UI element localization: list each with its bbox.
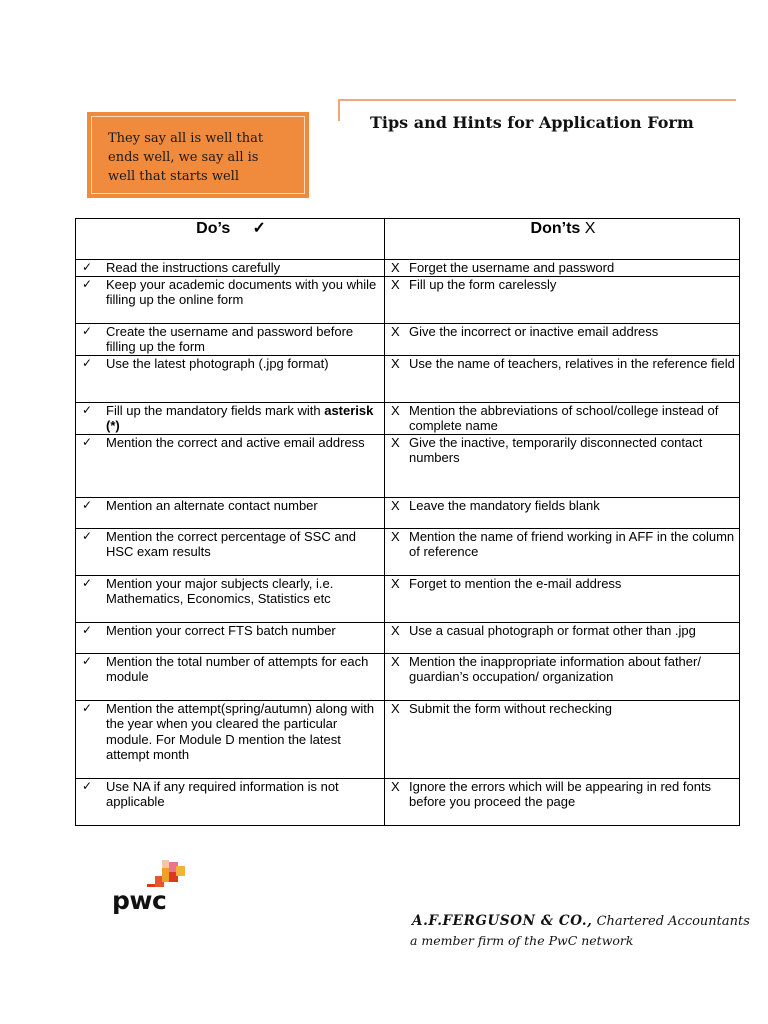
check-icon: ✓ [82, 575, 93, 590]
do-text [106, 529, 380, 560]
dont-cell [385, 575, 740, 622]
do-cell [76, 497, 385, 528]
x-icon: X [391, 528, 400, 544]
dont-text: Fill up the form carelessly [409, 276, 557, 292]
x-icon: X [584, 220, 596, 237]
dont-cell [385, 700, 740, 778]
x-icon: X [391, 778, 400, 794]
check-icon: ✓ [82, 402, 93, 417]
table-row [76, 575, 740, 622]
do-text-main: Mention the correct and active email address [106, 434, 365, 450]
check-icon: ✓ [82, 778, 93, 793]
quote-line: ends well, we say all is [108, 150, 259, 165]
x-icon: X [391, 497, 400, 513]
dont-text: Submit the form without rechecking [409, 700, 613, 716]
header-rule [338, 99, 736, 101]
dont-cell [385, 434, 740, 497]
dont-text: Give the inactive, temporarily disconnected contact numbers [409, 434, 703, 465]
header-rule-vertical [338, 99, 340, 121]
firm-subtitle: a member firm of the PwC network [410, 933, 634, 948]
do-cell [76, 355, 385, 402]
do-cell [76, 528, 385, 575]
do-cell [76, 323, 385, 355]
do-text [106, 277, 380, 308]
dont-text: Forget the username and password [409, 260, 615, 275]
do-text [106, 260, 280, 276]
dont-cell [385, 653, 740, 700]
table-row [76, 323, 740, 355]
table-row [76, 276, 740, 323]
check-icon: ✓ [82, 497, 93, 512]
check-icon: ✓ [82, 622, 93, 637]
do-cell [76, 276, 385, 323]
do-text-bold: asterisk (*) [106, 402, 374, 433]
check-icon: ✓ [82, 355, 93, 370]
x-icon: X [391, 575, 400, 591]
dos-header-label: Do’s [196, 220, 231, 237]
firm-name: A.F.FERGUSON & CO., [412, 913, 593, 929]
x-icon: X [391, 653, 400, 669]
dont-text: Mention the inappropriate information about father/ guardian’s occupation/ organization [409, 653, 701, 684]
do-text [106, 654, 380, 685]
do-cell [76, 402, 385, 434]
do-cell [76, 700, 385, 778]
do-text-main: Create the username and password before filling up the form [106, 323, 354, 354]
do-cell [76, 260, 385, 277]
quote-inner-border [91, 116, 305, 194]
table-header-row [76, 219, 740, 260]
do-text [106, 576, 380, 607]
x-icon: X [391, 323, 400, 339]
do-text-main: Keep your academic documents with you while filling up the online form [106, 276, 377, 307]
dont-text: Forget to mention the e-mail address [409, 575, 622, 591]
do-cell [76, 622, 385, 653]
table-row [76, 497, 740, 528]
quote-line: well that starts well [108, 169, 239, 184]
do-text [106, 779, 380, 810]
table-row [76, 355, 740, 402]
do-text [106, 324, 380, 355]
do-text [106, 701, 380, 763]
dont-cell [385, 355, 740, 402]
do-cell [76, 575, 385, 622]
dont-text: Ignore the errors which will be appearing in red fonts before you proceed the page [409, 778, 712, 809]
donts-header-label: Don’ts [530, 220, 581, 237]
dont-text: Use a casual photograph or format other than .jpg [409, 622, 696, 638]
table-row [76, 700, 740, 778]
x-icon: X [391, 355, 400, 371]
do-text-main: Mention your major subjects clearly, i.e. Mathematics, Economics, Statistics etc [106, 575, 334, 606]
table-row [76, 622, 740, 653]
table-row [76, 653, 740, 700]
do-text [106, 498, 318, 514]
do-text-main: Read the instructions carefully [106, 260, 281, 275]
do-text-main: Use NA if any required information is not applicable [106, 778, 339, 809]
table-row [76, 778, 740, 825]
x-icon: X [391, 402, 400, 418]
dont-text: Mention the abbreviations of school/college instead of complete name [409, 402, 719, 433]
do-cell [76, 653, 385, 700]
dont-cell [385, 402, 740, 434]
do-text-main: Mention your correct FTS batch number [106, 622, 336, 638]
check-icon: ✓ [82, 700, 93, 715]
check-icon: ✓ [82, 323, 93, 338]
table-row [76, 434, 740, 497]
quote-line: They say all is well that [108, 131, 264, 146]
dont-text: Mention the name of friend working in AFF in the column of reference [409, 528, 735, 559]
quote-text [108, 129, 296, 186]
check-icon: ✓ [82, 260, 93, 274]
dont-cell [385, 276, 740, 323]
x-icon: X [391, 434, 400, 450]
x-icon: X [391, 622, 400, 638]
dont-cell [385, 497, 740, 528]
firm-title: Chartered Accountants [596, 914, 750, 929]
donts-header [385, 219, 740, 260]
firm-line [412, 913, 750, 929]
dont-cell [385, 323, 740, 355]
do-text-main: Use the latest photograph (.jpg format) [106, 355, 329, 371]
check-icon: ✓ [252, 220, 266, 237]
dont-cell [385, 260, 740, 277]
table-row [76, 528, 740, 575]
do-text [106, 403, 380, 434]
do-text [106, 623, 336, 639]
do-text-main: Mention the correct percentage of SSC and HSC exam results [106, 528, 357, 559]
page-title: Tips and Hints for Application Form [370, 113, 694, 132]
check-icon: ✓ [82, 528, 93, 543]
x-icon: X [391, 700, 400, 716]
dont-cell [385, 778, 740, 825]
dont-cell [385, 528, 740, 575]
dont-text: Give the incorrect or inactive email address [409, 323, 659, 339]
do-text-main: Fill up the mandatory fields mark with [106, 402, 321, 418]
do-text [106, 356, 329, 372]
pwc-logo-text: pwc [112, 886, 167, 915]
do-cell [76, 778, 385, 825]
table-row [76, 402, 740, 434]
tips-table [75, 218, 740, 826]
dont-text: Use the name of teachers, relatives in the reference field [409, 355, 735, 371]
do-text [106, 435, 365, 451]
do-text-main: Mention the total number of attempts for each module [106, 653, 369, 684]
dont-text: Leave the mandatory fields blank [409, 497, 600, 513]
x-icon: X [391, 260, 400, 275]
dont-cell [385, 622, 740, 653]
do-text-main: Mention an alternate contact number [106, 497, 318, 513]
check-icon: ✓ [82, 434, 93, 449]
dos-header [76, 219, 385, 260]
quote-box [87, 112, 309, 198]
do-text-main: Mention the attempt(spring/autumn) along with the year when you cleared the particular module. For Module D mention the latest attempt month [106, 700, 375, 762]
x-icon: X [391, 276, 400, 292]
do-cell [76, 434, 385, 497]
table-row [76, 260, 740, 277]
check-icon: ✓ [82, 653, 93, 668]
check-icon: ✓ [82, 276, 93, 291]
